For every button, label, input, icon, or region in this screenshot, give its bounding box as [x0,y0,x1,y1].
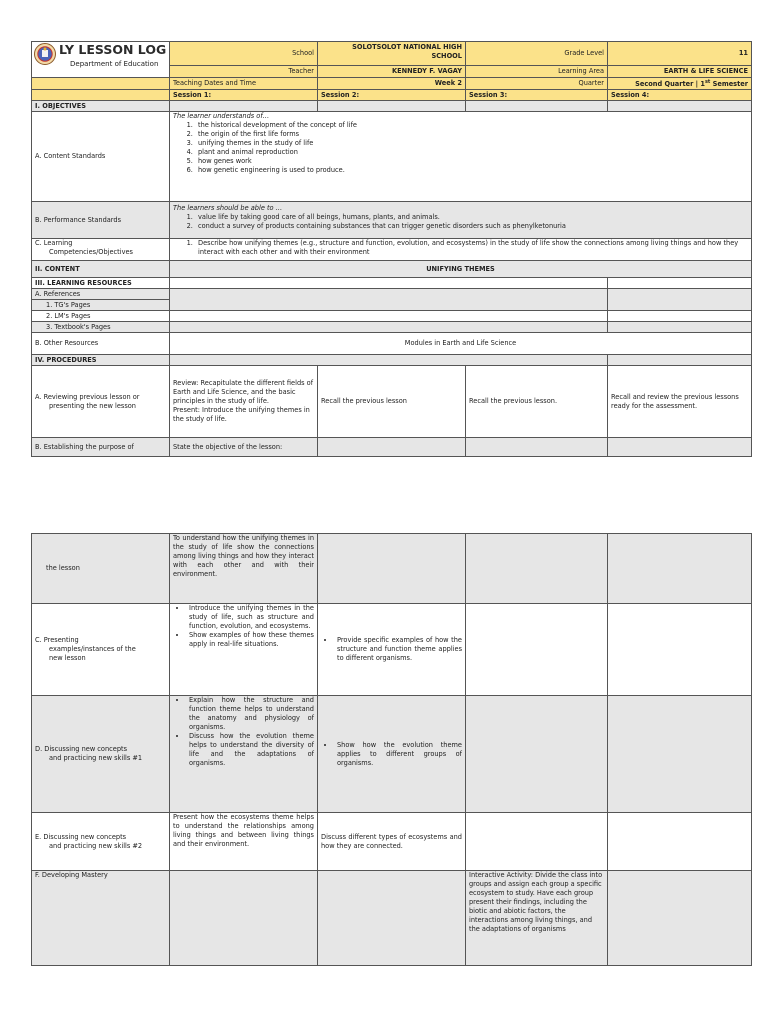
procedure-b-session-1-cont: To understand how the unifying themes in the study of life show the connections among living things and how they interact with each other and with their environment. [170,534,318,604]
session-4-header: Session 4: [608,90,752,101]
procedure-d-label: D. Discussing new concepts and practicing new skills #1 [32,696,170,813]
department-name: Department of Education [70,60,159,68]
content-topic: UNIFYING THEMES [170,261,752,278]
procedure-a-session-2: Recall the previous lesson [318,366,466,438]
lesson-log-table-page-1 [31,41,752,457]
procedure-a-session-4: Recall and review the previous lessons ready for the assessment. [608,366,752,438]
procedure-a-session-3: Recall the previous lesson. [466,366,608,438]
content-heading: II. CONTENT [32,261,170,278]
learning-competencies-text: 1. Describe how unifying themes (e.g., structure and function, evolution, and ecosystems) in the study of life show the connections among living things and how they interact with each other and with their environment [170,239,752,261]
learning-area-label: Learning Area [466,66,608,78]
procedure-e-session-2: Discuss different types of ecosystems and how they are connected. [318,813,466,871]
session-3-header: Session 3: [466,90,608,101]
session-2-header: Session 2: [318,90,466,101]
objectives-heading: I. OBJECTIVES [32,101,170,112]
procedure-d-session-1: • Explain how the structure and function theme helps to understand the anatomy and physiology of organisms. • Discuss how the evolution theme helps to understand the diversity of life and the adaptations of organisms. [170,696,318,813]
other-resources-label: B. Other Resources [32,333,170,355]
lesson-log-table-page-2 [31,533,752,966]
content-standards-label: A. Content Standards [32,112,170,202]
procedure-e-label: E. Discussing new concepts and practicing new skills #2 [32,813,170,871]
header-title-cell [32,42,170,78]
procedure-f-label: F. Developing Mastery [32,871,170,966]
performance-standards-label: B. Performance Standards [32,202,170,239]
session-1-header: Session 1: [170,90,318,101]
procedure-c-session-1: • Introduce the unifying themes in the study of life, such as structure and function, evolution, and ecosystems. • Show examples of how these themes apply in real-life situations. [170,604,318,696]
quarter-value: Second Quarter | 1st Semester [608,78,752,90]
grade-level-value: 11 [608,42,752,66]
learning-area-value: EARTH & LIFE SCIENCE [608,66,752,78]
school-value: SOLOTSOLOT NATIONAL HIGH SCHOOL [318,42,466,66]
learning-competencies-label: C. Learning Competencies/Objectives [32,239,170,261]
page-title: LY LESSON LOG [59,42,167,57]
procedure-b-session-1: State the objective of the lesson: [170,438,318,457]
procedure-b-label-cont: the lesson [32,534,170,604]
procedure-c-label: C. Presenting examples/instances of the new lesson [32,604,170,696]
teaching-dates-value: Week 2 [318,78,466,90]
learning-resources-heading: III. LEARNING RESOURCES [32,278,170,289]
other-resources-value: Modules in Earth and Life Science [170,333,752,355]
procedure-c-session-2: • Provide specific examples of how the structure and function theme applies to different organisms. [318,604,466,696]
procedure-e-session-1: Present how the ecosystems theme helps to understand the relationships among living things and between living things and their environment. [170,813,318,871]
teacher-label: Teacher [170,66,318,78]
grade-level-label: Grade Level [466,42,608,66]
procedures-heading: IV. PROCEDURES [32,355,170,366]
procedure-d-session-2: • Show how the evolution theme applies to different groups of organisms. [318,696,466,813]
lm-pages-label: 2. LM's Pages [32,311,170,322]
teacher-value: KENNEDY F. VAGAY [318,66,466,78]
procedure-b-label: B. Establishing the purpose of [32,438,170,457]
teaching-dates-label: Teaching Dates and Time [170,78,318,90]
school-label: School [170,42,318,66]
quarter-label: Quarter [466,78,608,90]
tg-pages-label: 1. TG's Pages [32,300,170,311]
references-label: A. References [32,289,170,300]
textbook-pages-label: 3. Textbook's Pages [32,322,170,333]
procedure-a-label: A. Reviewing previous lesson or presenting the new lesson [32,366,170,438]
content-standards-text: The learner understands of… 1. the historical development of the concept of life 2. the origin of the first life forms 3. unifying themes in the study of life 4. plant and animal reproduction 5. how genes work 6. how genetic engineering is used to produce. [170,112,752,202]
performance-standards-text: The learners should be able to … 1. value life by taking good care of all beings, humans, plants, and animals. 2. conduct a survey of products containing substances that can trigger genetic disorders such as phenylketonuria [170,202,752,239]
deped-seal-icon [34,43,56,65]
procedure-a-session-1: Review: Recapitulate the different fields of Earth and Life Science, and the basic principles in the study of life. Present: Introduce the unifying themes in the study of life. [170,366,318,438]
procedure-f-session-3: Interactive Activity: Divide the class into groups and assign each group a specific ecosystem to study. Have each group present their findings, including the biotic and abiotic factors, the interactions among living things, and the adaptations of organisms [466,871,608,966]
